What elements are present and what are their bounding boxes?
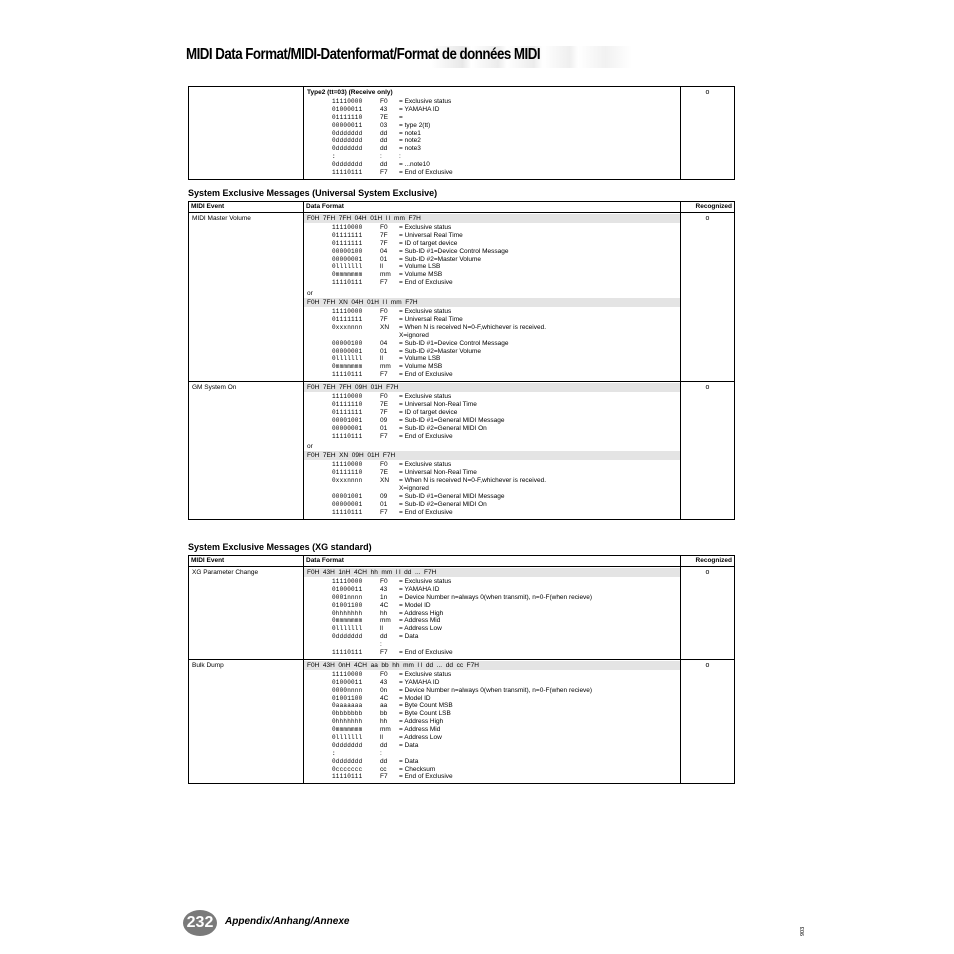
byte-description: = Volume LSB (399, 263, 441, 271)
hex-value: hh (380, 609, 388, 617)
hex-value: hh (380, 718, 388, 726)
byte-description: = Exclusive status (399, 670, 452, 678)
byte-row (304, 758, 680, 766)
byte-row (304, 477, 680, 485)
col-header-event: MIDI Event (189, 202, 304, 213)
hex-value: mm (380, 726, 391, 734)
hex-value: F0 (380, 670, 388, 678)
binary-value: 01111110 (332, 469, 363, 477)
byte-description: = Volume LSB (399, 355, 441, 363)
byte-rows (304, 393, 680, 440)
hex-value: XN (380, 323, 390, 331)
binary-value: : (332, 749, 336, 757)
byte-row (304, 316, 680, 324)
binary-value: 00000100 (332, 247, 363, 255)
byte-description: = Byte Count MSB (399, 702, 453, 710)
byte-row (304, 602, 680, 610)
byte-description: = ID of target device (399, 239, 458, 247)
byte-description: X=ignored (399, 485, 429, 493)
hex-value: 04 (380, 339, 388, 347)
byte-row (304, 279, 680, 287)
event-name: XG Parameter Change (189, 567, 304, 660)
event-name: Bulk Dump (189, 659, 304, 783)
hex-value: 01 (380, 255, 388, 263)
byte-row (304, 726, 680, 734)
byte-description: = Exclusive status (399, 393, 452, 401)
byte-row (304, 393, 680, 401)
hex-value: F0 (380, 98, 388, 105)
byte-description: = Sub-ID #2=General MIDI On (399, 500, 487, 508)
or-label: or (307, 290, 313, 298)
hex-value: ll (380, 625, 383, 633)
byte-row (304, 145, 680, 153)
byte-row (304, 137, 680, 145)
byte-description: = Sub-ID #2=General MIDI On (399, 424, 487, 432)
hex-value: 7E (380, 401, 388, 409)
table-row (189, 567, 735, 660)
binary-value: 0bbbbbbb (332, 710, 363, 718)
binary-value: 11110000 (332, 578, 363, 585)
byte-row (304, 641, 680, 649)
hex-value: dd (380, 145, 388, 153)
byte-description: = Volume MSB (399, 271, 443, 279)
binary-value: 00000011 (332, 121, 363, 129)
binary-value: 01000011 (332, 105, 363, 113)
byte-rows (304, 578, 680, 657)
byte-description: = Data (399, 633, 419, 641)
binary-value: 0ddddddd (332, 633, 363, 641)
binary-value: 01111111 (332, 239, 363, 247)
hex-value: XN (380, 477, 390, 485)
byte-row (304, 469, 680, 477)
byte-description: = End of Exclusive (399, 169, 453, 177)
byte-description: = note3 (399, 145, 421, 153)
byte-row (304, 501, 680, 509)
byte-description: = Universal Non-Real Time (399, 401, 477, 409)
byte-description: = End of Exclusive (399, 432, 453, 440)
byte-row (304, 130, 680, 138)
byte-row (304, 610, 680, 618)
binary-value: 0mmmmmmm (332, 617, 363, 625)
byte-row (304, 702, 680, 710)
byte-row (304, 710, 680, 718)
binary-value: 11110000 (332, 224, 363, 231)
hex-value: F0 (380, 224, 388, 231)
hex-value: ll (380, 734, 383, 742)
byte-description: = Byte Count LSB (399, 710, 451, 718)
byte-description: = Checksum (399, 765, 436, 773)
hex-value: ll (380, 263, 383, 271)
byte-row (304, 324, 680, 332)
byte-row (304, 734, 680, 742)
byte-row (304, 633, 680, 641)
page-number-badge: 232 (183, 910, 217, 936)
binary-value: 11110000 (332, 393, 363, 401)
byte-row (304, 332, 680, 340)
hex-value: 09 (380, 416, 388, 424)
hex-value: : (380, 641, 382, 649)
byte-row (304, 649, 680, 657)
byte-row (304, 240, 680, 248)
recognized-mark: o (681, 87, 735, 180)
byte-row (304, 106, 680, 114)
byte-row (304, 114, 680, 122)
hex-value: aa (380, 702, 388, 710)
binary-value: 11110111 (332, 169, 363, 177)
binary-value: 11110000 (332, 461, 363, 469)
byte-description: = Device Number n=always 0(when transmit), n=0-F(when recieve) (399, 593, 593, 601)
universal-table (188, 201, 735, 520)
byte-row (304, 742, 680, 750)
binary-value: : (332, 153, 336, 161)
byte-row (304, 409, 680, 417)
hex-value: 7F (380, 239, 388, 247)
byte-description: = End of Exclusive (399, 773, 453, 781)
format-cell (304, 87, 681, 180)
byte-row (304, 169, 680, 177)
byte-row (304, 308, 680, 316)
binary-value: 01111111 (332, 231, 363, 239)
binary-value: 0lllllll (332, 263, 363, 271)
hex-value: dd (380, 137, 388, 145)
byte-description: = End of Exclusive (399, 279, 453, 287)
binary-value: 01001100 (332, 601, 363, 609)
binary-value: 11110000 (332, 98, 363, 105)
binary-value: 0ddddddd (332, 741, 363, 749)
byte-description: = Address High (399, 718, 444, 726)
byte-rows (304, 308, 680, 379)
col-header-format: Data Format (304, 556, 681, 567)
byte-description: = Sub-ID #1=Device Control Message (399, 339, 509, 347)
byte-description: = Sub-ID #1=General MIDI Message (399, 416, 505, 424)
byte-row (304, 363, 680, 371)
byte-rows (304, 224, 680, 287)
byte-description: = Exclusive status (399, 308, 452, 316)
hex-value: dd (380, 161, 388, 169)
hex-value: F7 (380, 773, 388, 781)
hex-value: mm (380, 617, 391, 625)
event-name: MIDI Master Volume (189, 213, 304, 382)
byte-row (304, 161, 680, 169)
byte-description: = Address Mid (399, 726, 441, 734)
hex-value: dd (380, 741, 388, 749)
byte-rows (304, 98, 680, 177)
byte-description: = note1 (399, 129, 421, 137)
binary-value: 0ddddddd (332, 161, 363, 169)
hex-value: F0 (380, 461, 388, 469)
hex-value: : (380, 153, 382, 161)
hex-value: mm (380, 271, 391, 279)
byte-row (304, 671, 680, 679)
binary-value: 01111110 (332, 401, 363, 409)
footer-label: Appendix/Anhang/Annexe (225, 916, 350, 927)
byte-description: = Exclusive status (399, 224, 452, 231)
byte-description: = Sub-ID #2=Master Volume (399, 347, 482, 355)
format-cell (304, 213, 681, 382)
table-row (189, 659, 735, 783)
hex-value: 4C (380, 694, 389, 702)
table-row (189, 213, 735, 382)
binary-value: 00001001 (332, 416, 363, 424)
hex-value: dd (380, 633, 388, 641)
binary-value: 00000001 (332, 424, 363, 432)
hex-value: 1n (380, 593, 388, 601)
side-code: 903 (800, 926, 806, 936)
recognized-mark: o (681, 567, 735, 660)
binary-value: 11110111 (332, 279, 363, 287)
xg-heading: System Exclusive Messages (XG standard) (188, 542, 372, 552)
hex-value: dd (380, 757, 388, 765)
byte-description: = Universal Real Time (399, 316, 463, 324)
byte-row (304, 224, 680, 232)
byte-description: = Model ID (399, 601, 431, 609)
byte-description: = When N is received N=0-F,whichever is received. (399, 323, 547, 331)
byte-row (304, 773, 680, 781)
hex-value: 43 (380, 585, 388, 593)
binary-value: 0lllllll (332, 355, 363, 363)
recognized-mark: o (681, 659, 735, 783)
byte-description: = Exclusive status (399, 461, 452, 469)
table-row (189, 382, 735, 520)
byte-row (304, 750, 680, 758)
hex-value: dd (380, 129, 388, 137)
binary-value: 01000011 (332, 678, 363, 686)
hex-value: 7F (380, 408, 388, 416)
binary-value: 0mmmmmmm (332, 363, 363, 371)
byte-row (304, 625, 680, 633)
binary-value: 01111111 (332, 316, 363, 324)
hex-value: F7 (380, 508, 388, 516)
byte-description: = Universal Real Time (399, 231, 463, 239)
binary-value: 11110111 (332, 432, 363, 440)
byte-description: = ...note10 (399, 161, 430, 169)
hex-value: 4C (380, 601, 389, 609)
byte-description: = (399, 113, 403, 121)
byte-row (304, 766, 680, 774)
byte-description: = YAMAHA ID (399, 585, 440, 593)
binary-value: 0ccccccc (332, 765, 363, 773)
hex-value: cc (380, 765, 387, 773)
recognized-mark: o (681, 213, 735, 382)
binary-value: 0000nnnn (332, 686, 363, 694)
byte-description: = Address Low (399, 734, 442, 742)
byte-description: = Exclusive status (399, 578, 452, 585)
byte-description: = Universal Non-Real Time (399, 469, 477, 477)
byte-row (304, 461, 680, 469)
byte-description: = Data (399, 757, 419, 765)
hex-value: 43 (380, 678, 388, 686)
byte-row (304, 433, 680, 441)
byte-description: = Address High (399, 609, 444, 617)
byte-description: X=ignored (399, 331, 429, 339)
format-line: F0H 43H 1nH 4CH hh mm l l dd ... F7H (304, 568, 680, 577)
byte-row (304, 493, 680, 501)
xg-table (188, 555, 735, 784)
byte-row (304, 594, 680, 602)
byte-row (304, 263, 680, 271)
hex-value: 01 (380, 424, 388, 432)
hex-value: 03 (380, 121, 388, 129)
binary-value: 00000100 (332, 339, 363, 347)
byte-description: = Sub-ID #2=Master Volume (399, 255, 482, 263)
binary-value: 11110111 (332, 371, 363, 379)
byte-row (304, 153, 680, 161)
col-header-format: Data Format (304, 202, 681, 213)
byte-description: = note2 (399, 137, 421, 145)
byte-row (304, 232, 680, 240)
hex-value: 01 (380, 500, 388, 508)
binary-value: 0ddddddd (332, 757, 363, 765)
byte-row (304, 248, 680, 256)
byte-description: = End of Exclusive (399, 508, 453, 516)
binary-value: 00000001 (332, 500, 363, 508)
recognized-mark: o (681, 382, 735, 520)
hex-value: 01 (380, 347, 388, 355)
byte-row (304, 425, 680, 433)
hex-value: F0 (380, 308, 388, 316)
format-cell (304, 382, 681, 520)
binary-value: 01001100 (332, 694, 363, 702)
byte-description: : (399, 153, 401, 161)
binary-value: 01111111 (332, 408, 363, 416)
hex-value: 7F (380, 231, 388, 239)
hex-value: ll (380, 355, 383, 363)
event-cell (189, 87, 304, 180)
binary-value: 0mmmmmmm (332, 726, 363, 734)
binary-value: 0xxxnnnn (332, 323, 363, 331)
binary-value: 11110111 (332, 649, 363, 657)
byte-rows (304, 461, 680, 516)
byte-row (304, 98, 680, 106)
byte-row (304, 348, 680, 356)
hex-value: mm (380, 363, 391, 371)
hex-value: 7E (380, 469, 388, 477)
binary-value: 11110000 (332, 308, 363, 316)
format-line-alt: F0H 7EH XN 09H 01H F7H (304, 451, 680, 460)
binary-value: 11110111 (332, 773, 363, 781)
byte-description: = Address Mid (399, 617, 441, 625)
binary-value: 11110111 (332, 508, 363, 516)
byte-row (304, 718, 680, 726)
byte-row (304, 122, 680, 130)
binary-value: 01111110 (332, 113, 363, 121)
byte-description: = type 2(tt) (399, 121, 431, 129)
byte-description: = Device Number n=always 0(when transmit), n=0-F(when recieve) (399, 686, 593, 694)
byte-description: = Sub-ID #1=General MIDI Message (399, 493, 505, 501)
hex-value: 7E (380, 113, 388, 121)
byte-description: = Exclusive status (399, 98, 452, 105)
byte-description: = ID of target device (399, 408, 458, 416)
binary-value: 0lllllll (332, 625, 363, 633)
binary-value: 0lllllll (332, 734, 363, 742)
type2-table (188, 86, 735, 180)
format-line: F0H 7FH 7FH 04H 01H l l mm F7H (304, 214, 680, 223)
event-name: GM System On (189, 382, 304, 520)
byte-description: = End of Exclusive (399, 371, 453, 379)
byte-row (304, 586, 680, 594)
byte-row (304, 371, 680, 379)
binary-value: 00001001 (332, 493, 363, 501)
hex-value: F0 (380, 578, 388, 585)
format-cell (304, 659, 681, 783)
byte-description: = Sub-ID #1=Device Control Message (399, 247, 509, 255)
binary-value: 0xxxnnnn (332, 477, 363, 485)
byte-description: = YAMAHA ID (399, 678, 440, 686)
format-cell (304, 567, 681, 660)
binary-value: 0ddddddd (332, 145, 363, 153)
col-header-recognized: Recognized (681, 556, 735, 567)
binary-value: 00000001 (332, 347, 363, 355)
page-title: MIDI Data Format/MIDI-Datenformat/Format de données MIDI (186, 46, 541, 63)
byte-rows (304, 671, 680, 781)
hex-value: : (380, 749, 382, 757)
or-label: or (307, 443, 313, 451)
byte-row (304, 256, 680, 264)
byte-row (304, 578, 680, 586)
binary-value: 0mmmmmmm (332, 271, 363, 279)
hex-value: F7 (380, 169, 388, 177)
byte-row (304, 340, 680, 348)
format-line: F0H 7EH 7FH 09H 01H F7H (304, 383, 680, 392)
binary-value: 00000001 (332, 255, 363, 263)
byte-description: = End of Exclusive (399, 649, 453, 657)
hex-value: 0n (380, 686, 388, 694)
byte-description: = YAMAHA ID (399, 105, 440, 113)
hex-value: 04 (380, 247, 388, 255)
format-label: Type2 (tt=03) (Receive only) (307, 89, 393, 96)
binary-value: 0ddddddd (332, 137, 363, 145)
binary-value: 0aaaaaaa (332, 702, 363, 710)
binary-value: 01000011 (332, 585, 363, 593)
hex-value: F7 (380, 649, 388, 657)
binary-value: 0hhhhhhh (332, 718, 363, 726)
hex-value: bb (380, 710, 388, 718)
hex-value: F0 (380, 393, 388, 401)
byte-description: = Address Low (399, 625, 442, 633)
byte-row (304, 401, 680, 409)
byte-description: = Volume MSB (399, 363, 443, 371)
binary-value: 0001nnnn (332, 593, 363, 601)
binary-value: 11110000 (332, 670, 363, 678)
byte-row (304, 485, 680, 493)
byte-row (304, 679, 680, 687)
byte-row (304, 271, 680, 279)
hex-value: 43 (380, 105, 388, 113)
hex-value: F7 (380, 371, 388, 379)
byte-row (304, 687, 680, 695)
col-header-event: MIDI Event (189, 556, 304, 567)
hex-value: 09 (380, 493, 388, 501)
byte-description: = Model ID (399, 694, 431, 702)
byte-row (304, 617, 680, 625)
byte-row (304, 695, 680, 703)
byte-description: = When N is received N=0-F,whichever is received. (399, 477, 547, 485)
hex-value: 7F (380, 316, 388, 324)
format-line: F0H 43H 0nH 4CH aa bb hh mm l l dd ... dd cc F7H (304, 661, 680, 670)
byte-description: = Data (399, 741, 419, 749)
byte-row (304, 509, 680, 517)
format-line-alt: F0H 7FH XN 04H 01H l l mm F7H (304, 298, 680, 307)
binary-value: 0hhhhhhh (332, 609, 363, 617)
hex-value: F7 (380, 432, 388, 440)
col-header-recognized: Recognized (681, 202, 735, 213)
binary-value: 0ddddddd (332, 129, 363, 137)
byte-row (304, 417, 680, 425)
hex-value: F7 (380, 279, 388, 287)
universal-heading: System Exclusive Messages (Universal System Exclusive) (188, 188, 438, 198)
byte-row (304, 355, 680, 363)
